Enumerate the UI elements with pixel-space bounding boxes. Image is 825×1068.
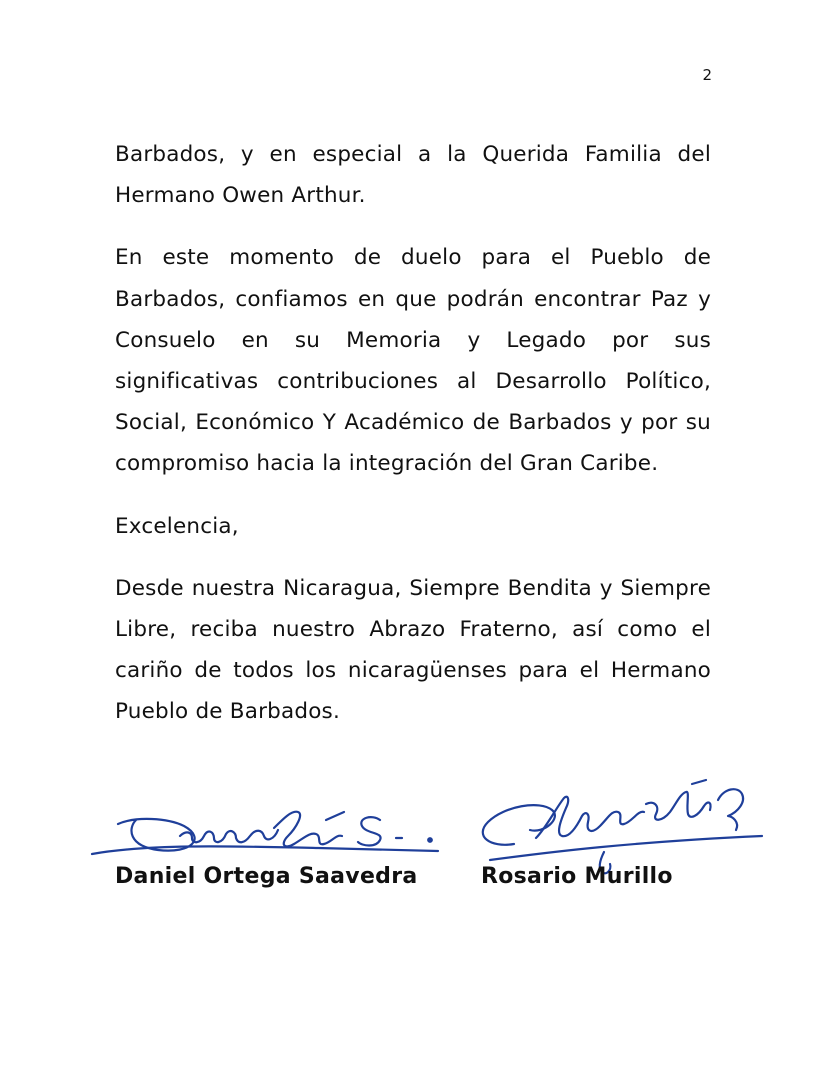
paragraph-2: En este momento de duelo para el Pueblo de Barbados, confiamos en que podrán encontrar Paz y Consuelo en su Memoria y Legado por sus significativas contribuciones al Desarrollo Político, Social, Económico Y Académico de Barbados y por su compromiso hacia la integración del Gran Caribe. bbox=[115, 245, 711, 477]
paragraph-4: Desde nuestra Nicaragua, Siempre Bendita y Siempre Libre, reciba nuestro Abrazo Fraterno, así como el cariño de todos los nicaragüenses para el Hermano Pueblo de Barbados. bbox=[115, 575, 711, 725]
signer-name-murillo: Rosario Murillo bbox=[481, 864, 673, 889]
paragraph-salutation: Excelencia, bbox=[115, 513, 239, 539]
letter-body bbox=[115, 134, 711, 754]
paragraph-1: Barbados, y en especial a la Querida Familia del Hermano Owen Arthur. bbox=[115, 142, 711, 209]
signature-ortega bbox=[88, 780, 448, 870]
signer-name-ortega: Daniel Ortega Saavedra bbox=[115, 864, 418, 889]
page-number: 2 bbox=[702, 66, 712, 84]
